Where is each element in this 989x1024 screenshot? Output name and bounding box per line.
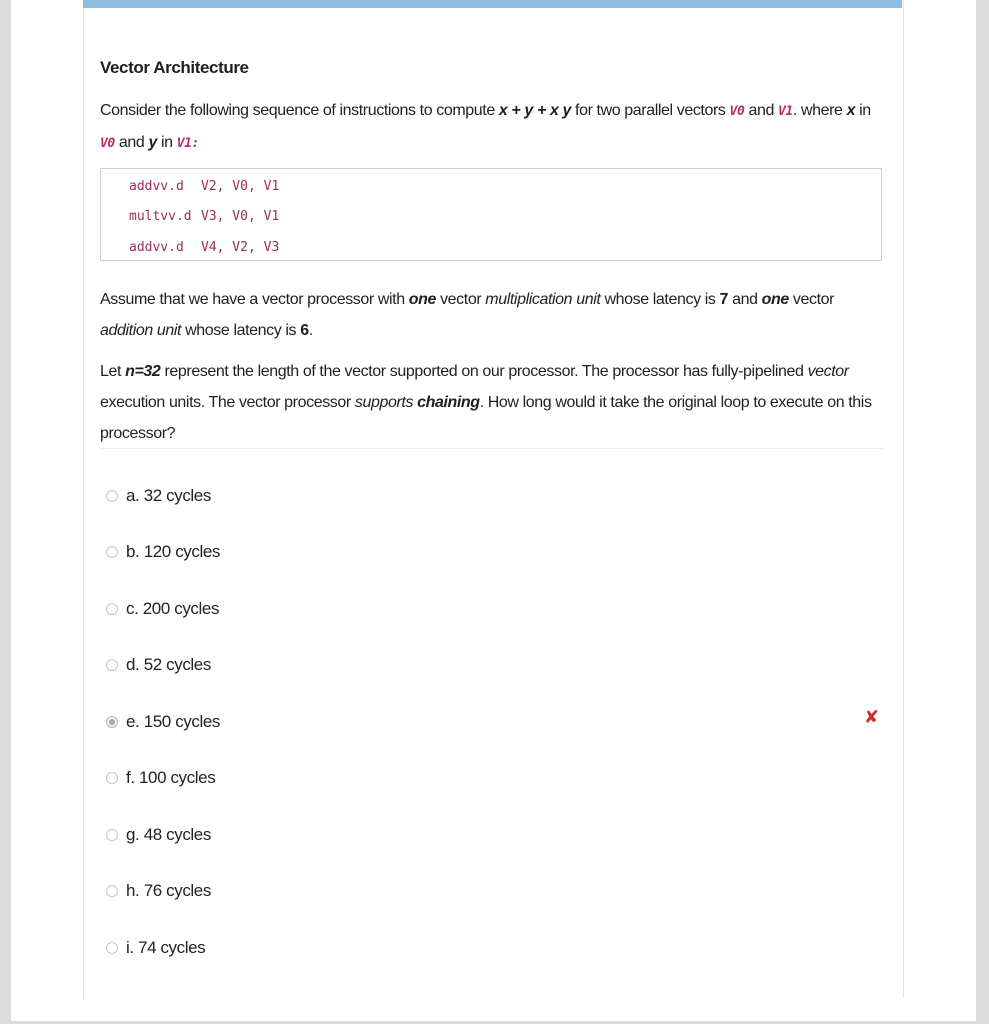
radio-button[interactable] xyxy=(106,659,118,671)
intro-text: for two parallel vectors xyxy=(570,102,730,119)
answer-option-b[interactable] xyxy=(106,540,220,564)
option-label: f. 100 cycles xyxy=(126,768,216,787)
code-line xyxy=(129,179,279,194)
option-label: g. 48 cycles xyxy=(126,825,211,844)
intro-text: and xyxy=(744,102,778,119)
var-y: y xyxy=(148,134,157,151)
option-label: a. 32 cycles xyxy=(126,486,211,505)
assume-text: whose latency is xyxy=(600,291,720,308)
question-assumption xyxy=(100,284,884,346)
radio-button-selected[interactable] xyxy=(106,716,118,728)
code-args: V4, V2, V3 xyxy=(201,240,280,255)
prompt-text: . How long would it take the original loop to execute on this processor? xyxy=(100,394,872,442)
code-op: addvv.d xyxy=(129,179,184,194)
emph-multiplication-unit: multiplication unit xyxy=(485,291,601,308)
prompt-text: represent the length of the vector supported on our processor. The processor has fully-pipelined xyxy=(160,363,808,380)
answer-option-g[interactable] xyxy=(106,823,211,847)
emph-supports: supports xyxy=(354,394,414,411)
answer-option-a[interactable] xyxy=(106,484,211,508)
code-block xyxy=(100,168,882,261)
radio-button[interactable] xyxy=(106,942,118,954)
code-line xyxy=(129,240,279,255)
answer-option-e[interactable] xyxy=(106,710,220,734)
code-op: multvv.d xyxy=(129,209,192,224)
emph-addition: addition xyxy=(100,322,153,339)
radio-button[interactable] xyxy=(106,546,118,558)
radio-button[interactable] xyxy=(106,829,118,841)
inline-code-v0: V0 xyxy=(100,136,115,151)
assume-text: vector xyxy=(788,291,835,308)
option-label: h. 76 cycles xyxy=(126,881,211,900)
inline-code-v1: V1: xyxy=(176,136,199,151)
intro-text: Consider the following sequence of instructions to compute xyxy=(100,102,499,119)
prompt-text: execution units. The vector processor xyxy=(100,394,355,411)
intro-text: in xyxy=(855,102,871,119)
inline-code-v1: V1 xyxy=(778,104,793,119)
option-label: b. 120 cycles xyxy=(126,542,221,561)
intro-text: . where xyxy=(792,102,847,119)
option-label: c. 200 cycles xyxy=(126,599,220,618)
emph-n: n=32 xyxy=(125,363,161,380)
emph-chaining: chaining xyxy=(417,394,480,411)
answer-option-h[interactable] xyxy=(106,879,211,903)
question-title: Vector Architecture xyxy=(100,58,249,77)
answer-option-f[interactable] xyxy=(106,766,215,790)
window-frame-left xyxy=(0,0,11,1024)
card-top-bar xyxy=(83,0,902,8)
section-divider xyxy=(100,448,884,449)
answer-option-d[interactable] xyxy=(106,653,211,677)
answer-option-c[interactable] xyxy=(106,597,219,621)
question-prompt xyxy=(100,356,884,449)
cross-icon: ✘ xyxy=(864,707,880,727)
assume-text: vector xyxy=(436,291,486,308)
expression: x + y + x y xyxy=(498,102,571,119)
radio-button[interactable] xyxy=(106,772,118,784)
code-op: addvv.d xyxy=(129,240,184,255)
intro-text: in xyxy=(156,134,177,151)
option-label: e. 150 cycles xyxy=(126,712,221,731)
radio-button[interactable] xyxy=(106,490,118,502)
emph-one: one xyxy=(761,291,789,308)
prompt-text: Let xyxy=(100,363,126,380)
latency-add: 6 xyxy=(300,322,309,339)
emph-one: one xyxy=(408,291,437,308)
assume-text: and xyxy=(728,291,762,308)
window-frame-right xyxy=(976,0,989,1024)
question-intro xyxy=(100,95,884,159)
answer-option-i[interactable] xyxy=(106,936,205,960)
assume-text: . xyxy=(308,322,313,339)
option-label: d. 52 cycles xyxy=(126,655,211,674)
emph-vector: vector xyxy=(807,363,849,380)
code-args: V2, V0, V1 xyxy=(201,179,280,194)
var-x: x xyxy=(846,102,856,119)
emph-unit: unit xyxy=(156,322,182,339)
latency-mul: 7 xyxy=(719,291,729,308)
code-line xyxy=(129,209,279,224)
assume-text: whose latency is xyxy=(181,322,301,339)
radio-button[interactable] xyxy=(106,885,118,897)
code-args: V3, V0, V1 xyxy=(201,209,280,224)
assume-text: Assume that we have a vector processor with xyxy=(100,291,409,308)
option-label: i. 74 cycles xyxy=(126,938,206,957)
intro-text: and xyxy=(114,134,149,151)
inline-code-v0: V0 xyxy=(729,104,745,119)
radio-button[interactable] xyxy=(106,603,118,615)
